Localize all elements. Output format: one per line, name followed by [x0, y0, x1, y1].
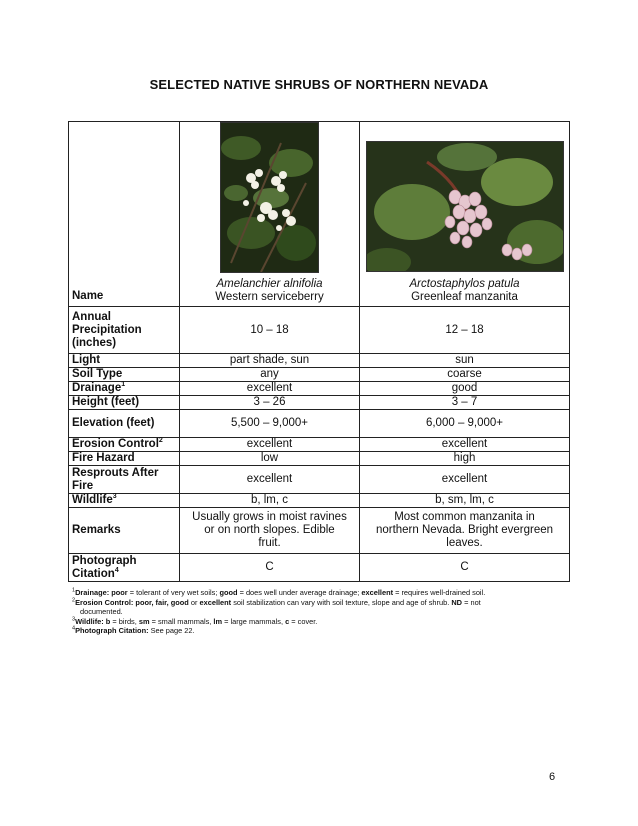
row-value: C: [360, 554, 570, 582]
footnote-erosion-control-cont: documented.: [80, 607, 123, 616]
row-label: Annual Precipitation (inches): [69, 307, 180, 354]
row-label: Height (feet): [69, 396, 180, 410]
row-label: Soil Type: [69, 368, 180, 382]
table-row: [69, 368, 570, 382]
footnotes: [72, 588, 572, 636]
row-value: sun: [360, 354, 570, 368]
table-row: [69, 452, 570, 466]
row-value: excellent: [180, 382, 360, 396]
row-value: any: [180, 368, 360, 382]
table-row: [69, 494, 570, 508]
table-row: [69, 122, 570, 307]
row-value: 12 – 18: [360, 307, 570, 354]
footnote-drainage: $^1$Drainage: poor = tolerant of very wet soils; good = does well under average drainage; excellent = requires well-drained soil.: [72, 587, 486, 597]
row-value: excellent: [180, 438, 360, 452]
row-label: Photograph Citation$^4$: [69, 554, 180, 582]
row-value: 3 – 7: [360, 396, 570, 410]
row-label: Fire Hazard: [69, 452, 180, 466]
table-row: [69, 354, 570, 368]
table-row: [69, 508, 570, 554]
row-label: Wildlife$^3$: [69, 494, 180, 508]
row-value: low: [180, 452, 360, 466]
row-label: Drainage$^1$: [69, 382, 180, 396]
footnote-wildlife: $^3$Wildlife: b = birds, sm = small mammals, lm = large mammals, c = cover.: [72, 616, 318, 626]
row-label: Erosion Control$^2$: [69, 438, 180, 452]
row-value: 6,000 – 9,000+: [360, 410, 570, 438]
table-row: [69, 438, 570, 452]
row-value: 3 – 26: [180, 396, 360, 410]
row-value: 10 – 18: [180, 307, 360, 354]
table-row: [69, 382, 570, 396]
row-value: Usually grows in moist ravines or on north slopes. Edible fruit.: [180, 508, 360, 554]
footnote-photograph-citation: $^4$Photograph Citation: See page 22.: [72, 625, 195, 635]
page-number: 6: [549, 771, 556, 783]
row-value: b, lm, c: [180, 494, 360, 508]
page-title: SELECTED NATIVE SHRUBS OF NORTHERN NEVADA: [149, 77, 489, 92]
plant-1-common-name: Western serviceberry: [215, 291, 324, 303]
table-row: [69, 307, 570, 354]
row-value: b, sm, lm, c: [360, 494, 570, 508]
row-label: Light: [69, 354, 180, 368]
row-value: excellent: [360, 466, 570, 494]
plant-2-scientific-name: Arctostaphylos patula: [409, 278, 520, 290]
row-value: C: [180, 554, 360, 582]
manzanita-photo: [366, 141, 564, 272]
plant-1-cell: [180, 122, 360, 307]
plant-1-scientific-name: Amelanchier alnifolia: [216, 278, 323, 290]
row-value: good: [360, 382, 570, 396]
shrub-table: [68, 121, 570, 582]
table-row: [69, 410, 570, 438]
row-label: Elevation (feet): [69, 410, 180, 438]
row-value: high: [360, 452, 570, 466]
row-label: Resprouts After Fire: [69, 466, 180, 494]
row-value: coarse: [360, 368, 570, 382]
plant-2-cell: [360, 122, 570, 307]
name-label: Name: [69, 122, 180, 307]
row-label: Remarks: [69, 508, 180, 554]
row-value: Most common manzanita in northern Nevada. Bright evergreen leaves.: [360, 508, 570, 554]
plant-2-common-name: Greenleaf manzanita: [411, 291, 518, 303]
row-value: 5,500 – 9,000+: [180, 410, 360, 438]
serviceberry-photo: [220, 122, 319, 273]
table-row: [69, 396, 570, 410]
row-value: excellent: [360, 438, 570, 452]
table-row: [69, 554, 570, 582]
row-value: excellent: [180, 466, 360, 494]
footnote-erosion-control: $^2$Erosion Control: poor, fair, good or excellent soil stabilization can vary with soil texture, slope and age of shrub. ND = not: [72, 597, 481, 607]
table-row: [69, 466, 570, 494]
row-value: part shade, sun: [180, 354, 360, 368]
